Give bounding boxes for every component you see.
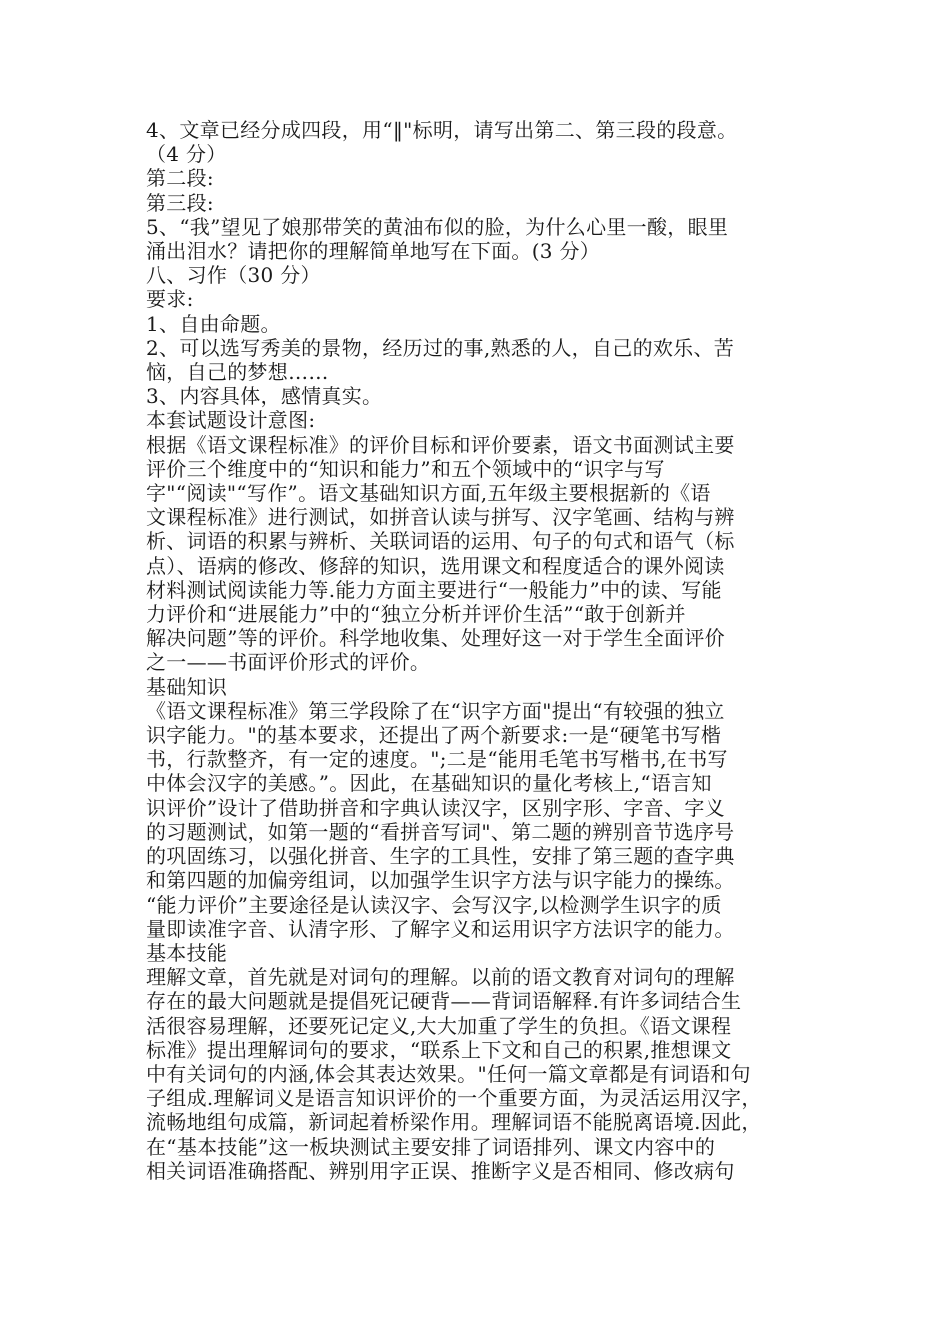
text-line: 材料测试阅读能力等.能力方面主要进行“一般能力”中的读、写能	[146, 577, 722, 602]
text-line: 解决问题”等的评价。科学地收集、处理好这一对于学生全面评价	[146, 626, 725, 651]
text-line: 之一——书面评价形式的评价。	[146, 650, 431, 675]
text-line: 3、内容具体，感情真实。	[146, 384, 383, 409]
text-line: “能力评价”主要途径是认读汉字、会写汉字,以检测学生识字的质	[146, 892, 722, 917]
text-line: 《语文课程标准》第三学段除了在“识字方面"提出“有较强的独立	[146, 698, 725, 723]
document-page	[146, 118, 818, 1183]
section-heading: 本套试题设计意图:	[146, 408, 316, 433]
text-line: 书，行款整齐，有一定的速度。";二是“能用毛笔书写楷书,在书写	[146, 747, 728, 772]
text-line: 2、可以选写秀美的景物，经历过的事,熟悉的人，自己的欢乐、苦	[146, 335, 735, 360]
text-line: 第二段:	[146, 166, 214, 191]
text-line: 的巩固练习，以强化拼音、生字的工具性，安排了第三题的查字典	[146, 844, 735, 869]
text-line: 的习题测试，如第一题的“看拼音写词"、第二题的辨别音节选序号	[146, 819, 735, 844]
text-line: 流畅地组句成篇，新词起着桥梁作用。理解词语不能脱离语境.因此，	[146, 1110, 762, 1135]
text-line: 量即读准字音、认清字形、了解字义和运用识字方法识字的能力。	[146, 916, 735, 941]
text-line: 要求:	[146, 287, 194, 312]
section-heading: 基本技能	[146, 940, 228, 965]
text-line: 4、文章已经分成四段，用“‖"标明，请写出第二、第三段的段意。	[146, 118, 738, 142]
text-line: 字"“阅读"“写作”。语文基础知识方面,五年级主要根据新的《语	[146, 481, 711, 506]
text-line: 识评价”设计了借助拼音和字典认读汉字，区别字形、字音、字义	[146, 795, 725, 820]
text-line: 点）、语病的修改、修辞的知识，选用课文和程度适合的课外阅读	[146, 553, 725, 578]
text-line: 第三段:	[146, 190, 214, 215]
text-line: 识字能力。"的基本要求，还提出了两个新要求:一是“硬笔书写楷	[146, 723, 722, 748]
text-line: 子组成.理解词义是语言知识评价的一个重要方面，为灵活运用汉字，	[146, 1086, 762, 1111]
text-line: 相关词语准确搭配、辨别用字正误、推断字义是否相同、修改病句	[146, 1158, 735, 1183]
text-line: 存在的最大问题就是提倡死记硬背——背词语解释.有许多词结合生	[146, 989, 742, 1014]
text-line: （4 分）	[146, 142, 227, 167]
section-heading: 基础知识	[146, 674, 228, 699]
text-line: 力评价和“进展能力”中的“独立分析并评价生活”“敢于创新并	[146, 602, 686, 627]
text-line: 文课程标准》进行测试，如拼音认读与拼写、汉字笔画、结构与辨	[146, 505, 735, 530]
section-heading: 八、习作（30 分）	[146, 263, 321, 288]
text-line: 理解文章，首先就是对词句的理解。以前的语文教育对词句的理解	[146, 965, 735, 990]
text-line: 析、词语的积累与辨析、关联词语的运用、句子的句式和语气（标	[146, 529, 735, 554]
text-line: 和第四题的加偏旁组词，以加强学生识字方法与识字能力的操练。	[146, 868, 735, 893]
text-line: 活很容易理解，还要死记定义,大大加重了学生的负担。《语文课程	[146, 1013, 732, 1038]
text-line: 恼，自己的梦想……	[146, 360, 329, 385]
text-line: 根据《语文课程标准》的评价目标和评价要素，语文书面测试主要	[146, 432, 735, 457]
text-line: 评价三个维度中的“知识和能力”和五个领域中的“识字与写	[146, 456, 665, 481]
text-line: 涌出泪水？请把你的理解简单地写在下面。(3 分）	[146, 239, 601, 264]
text-line: 中体会汉字的美感。”。因此，在基础知识的量化考核上,“语言知	[146, 771, 712, 796]
text-line: 1、自由命题。	[146, 311, 281, 336]
text-line: 中有关词句的内涵,体会其表达效果。"任何一篇文章都是有词语和句	[146, 1061, 751, 1086]
text-line: 5、“我”望见了娘那带笑的黄油布似的脸，为什么心里一酸，眼里	[146, 214, 729, 239]
text-line: 在“基本技能”这一板块测试主要安排了词语排列、课文内容中的	[146, 1134, 716, 1159]
text-line: 标准》提出理解词句的要求，“联系上下文和自己的积累,推想课文	[146, 1037, 732, 1062]
